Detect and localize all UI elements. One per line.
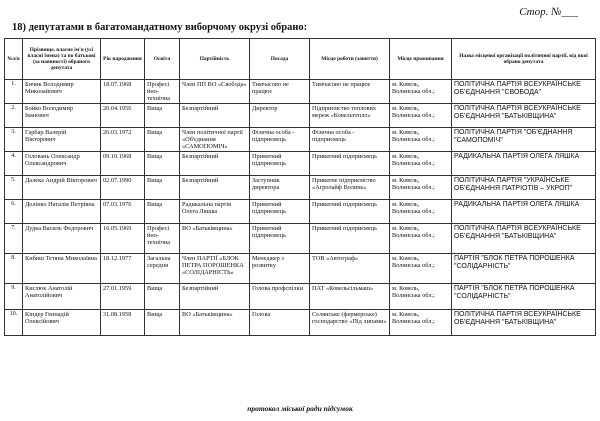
education-cell: Вища — [145, 176, 180, 200]
education-cell: Вища — [145, 152, 180, 176]
col-header-birth-year: Рік народження — [101, 39, 145, 80]
residence-cell: м. Ковель, Волинська обл.; — [390, 104, 452, 128]
education-cell: Вища — [145, 200, 180, 224]
birth-date-cell: 02.07.1990 — [101, 176, 145, 200]
residence-cell: м. Ковель, Волинська обл.; — [390, 176, 452, 200]
birth-date-cell: 26.03.1972 — [101, 128, 145, 152]
deputy-name-cell: Гарбар Валерій Вікторович — [23, 128, 101, 152]
party-organization-cell: ПОЛІТИЧНА ПАРТІЯ "УКРАЇНСЬКЕ ОБ'ЄДНАННЯ ПАТРІОТІВ – УКРОП" — [452, 176, 596, 200]
party-membership-cell: ВО «Батьківщина» — [180, 310, 250, 336]
party-membership-cell: Безпартійний — [180, 152, 250, 176]
row-number-cell: 8. — [5, 254, 23, 284]
residence-cell: м. Ковель, Волинська обл.; — [390, 224, 452, 254]
footer-note: протокол міської ради підсумок — [247, 404, 353, 413]
birth-date-cell: 09.10.1968 — [101, 152, 145, 176]
birth-date-cell: 20.04.1956 — [101, 104, 145, 128]
position-cell: Заступник директора — [250, 176, 310, 200]
residence-cell: м. Ковель, Волинська обл.; — [390, 310, 452, 336]
deputy-name-cell: Кислюк Анатолій Анатолійович — [23, 284, 101, 310]
residence-cell: м. Ковель, Волинська обл.; — [390, 152, 452, 176]
row-number-cell: 7. — [5, 224, 23, 254]
section-title: 18) депутатами в багатомандатному виборчому окрузі обрано: — [12, 22, 308, 33]
table-row — [5, 284, 596, 310]
party-membership-cell: Радикальна партія Олега Ляшка — [180, 200, 250, 224]
party-organization-cell: ПОЛІТИЧНА ПАРТІЯ ВСЕУКРАЇНСЬКЕ ОБ'ЄДНАННЯ "БАТЬКІВЩИНА" — [452, 310, 596, 336]
party-organization-cell: ПАРТІЯ "БЛОК ПЕТРА ПОРОШЕНКА "СОЛІДАРНІСТЬ" — [452, 284, 596, 310]
party-organization-cell: ПОЛІТИЧНА ПАРТІЯ "ОБ'ЄДНАННЯ "САМОПОМІЧ" — [452, 128, 596, 152]
workplace-cell: Підприємство теплових мереж «Ковельтепло» — [310, 104, 390, 128]
row-number-cell: 2. — [5, 104, 23, 128]
row-number-cell: 6. — [5, 200, 23, 224]
birth-date-cell: 27.01.1959 — [101, 284, 145, 310]
table-row — [5, 224, 596, 254]
party-membership-cell: Безпартійний — [180, 104, 250, 128]
position-cell: Приватний підприємець — [250, 200, 310, 224]
education-cell: Загальна середня — [145, 254, 180, 284]
residence-cell: м. Ковель, Волинська обл.; — [390, 254, 452, 284]
deputy-name-cell: Долінко Наталія Петрівна — [23, 200, 101, 224]
row-number-cell: 1. — [5, 80, 23, 104]
workplace-cell: Приватне підприємство «Агролайф Волинь» — [310, 176, 390, 200]
party-membership-cell: Безпартійний — [180, 284, 250, 310]
table-row — [5, 80, 596, 104]
deputy-name-cell: Кибиш Тетяна Миколаївна — [23, 254, 101, 284]
col-header-residence: Місце проживання — [390, 39, 452, 80]
party-membership-cell: Безпартійний — [180, 176, 250, 200]
workplace-cell: ТОВ «Автограф» — [310, 254, 390, 284]
workplace-cell: Приватний підприємець — [310, 200, 390, 224]
position-cell: Тимчасово не працює — [250, 80, 310, 104]
education-cell: Професі йно-технічна — [145, 224, 180, 254]
birth-date-cell: 31.08.1958 — [101, 310, 145, 336]
party-membership-cell: Член ПП ВО «Свобода» — [180, 80, 250, 104]
deputy-name-cell: Дудка Василь Федорович — [23, 224, 101, 254]
birth-date-cell: 07.03.1976 — [101, 200, 145, 224]
education-cell: Професі йно-технічна — [145, 80, 180, 104]
workplace-cell: Приватний підприємець — [310, 152, 390, 176]
position-cell: Голова профспілки — [250, 284, 310, 310]
party-membership-cell: Член ПАРТІЇ «БЛОК ПЕТРА ПОРОШЕНКА «СОЛІДАРНІСТЬ» — [180, 254, 250, 284]
col-header-workplace: Місце роботи (заняття) — [310, 39, 390, 80]
table-row — [5, 254, 596, 284]
table-header-row — [5, 39, 596, 80]
deputy-name-cell: Кіндер Геннадій Олексійович — [23, 310, 101, 336]
education-cell: Вища — [145, 104, 180, 128]
col-header-education: Освіта — [145, 39, 180, 80]
table-row — [5, 176, 596, 200]
education-cell: Вища — [145, 128, 180, 152]
row-number-cell: 10. — [5, 310, 23, 336]
party-organization-cell: ПОЛІТИЧНА ПАРТІЯ ВСЕУКРАЇНСЬКЕ ОБ'ЄДНАННЯ "СВОБОДА" — [452, 80, 596, 104]
page-number-label: Стор. №___ — [519, 6, 578, 18]
residence-cell: м. Ковель, Волинська обл.; — [390, 80, 452, 104]
workplace-cell: Фізична особа - підприємець — [310, 128, 390, 152]
row-number-cell: 5. — [5, 176, 23, 200]
workplace-cell: ПАТ «Ковельсільмаш» — [310, 284, 390, 310]
deputy-name-cell: Бойко Володимир Іванович — [23, 104, 101, 128]
col-header-position: Посада — [250, 39, 310, 80]
table-row — [5, 200, 596, 224]
position-cell: Директор — [250, 104, 310, 128]
workplace-cell: Селянське (фермерське) господарство «Під липами» — [310, 310, 390, 336]
row-number-cell: 4. — [5, 152, 23, 176]
position-cell: Голова — [250, 310, 310, 336]
table-row — [5, 310, 596, 336]
col-header-name: Прізвище, власне ім'я (усі власні імена) та по батькові (за наявності) обраного депутата — [23, 39, 101, 80]
deputy-name-cell: Головань Олександр Олександрович — [23, 152, 101, 176]
birth-date-cell: 16.05.1969 — [101, 224, 145, 254]
position-cell: Менеджер з розвитку — [250, 254, 310, 284]
party-membership-cell: Член політичної партії «Об'єднання «САМОПОМІЧ» — [180, 128, 250, 152]
row-number-cell: 3. — [5, 128, 23, 152]
party-organization-cell: ПОЛІТИЧНА ПАРТІЯ ВСЕУКРАЇНСЬКЕ ОБ'ЄДНАННЯ "БАТЬКІВЩИНА" — [452, 104, 596, 128]
party-membership-cell: ВО «Батьківщина» — [180, 224, 250, 254]
position-cell: Приватний підприємець — [250, 224, 310, 254]
party-organization-cell: ПОЛІТИЧНА ПАРТІЯ ВСЕУКРАЇНСЬКЕ ОБ'ЄДНАННЯ "БАТЬКІВЩИНА" — [452, 224, 596, 254]
residence-cell: м. Ковель, Волинська обл.; — [390, 284, 452, 310]
education-cell: Вища — [145, 310, 180, 336]
residence-cell: м. Ковель, Волинська обл.; — [390, 200, 452, 224]
table-row — [5, 128, 596, 152]
col-header-party-org: Назва місцевої організації політичної партії, від якої обрано депутата — [452, 39, 596, 80]
position-cell: Фізична особа - підприємець — [250, 128, 310, 152]
party-organization-cell: ПАРТІЯ "БЛОК ПЕТРА ПОРОШЕНКА "СОЛІДАРНІСТЬ" — [452, 254, 596, 284]
col-header-party: Партійність — [180, 39, 250, 80]
workplace-cell: Приватний підприємець — [310, 224, 390, 254]
deputies-table — [4, 38, 596, 336]
workplace-cell: Тимчасово не працює — [310, 80, 390, 104]
residence-cell: м. Ковель, Волинська обл.; — [390, 128, 452, 152]
birth-date-cell: 18.07.1968 — [101, 80, 145, 104]
table-row — [5, 104, 596, 128]
position-cell: Приватний підприємець — [250, 152, 310, 176]
row-number-cell: 9. — [5, 284, 23, 310]
deputy-name-cell: Бичик Володимир Миколайович — [23, 80, 101, 104]
party-organization-cell: РАДИКАЛЬНА ПАРТІЯ ОЛЕГА ЛЯШКА — [452, 152, 596, 176]
education-cell: Вища — [145, 284, 180, 310]
col-header-number: №з/п — [5, 39, 23, 80]
birth-date-cell: 18.12.1977 — [101, 254, 145, 284]
deputy-name-cell: Далека Андрій Вікторович — [23, 176, 101, 200]
table-row — [5, 152, 596, 176]
party-organization-cell: РАДИКАЛЬНА ПАРТІЯ ОЛЕГА ЛЯШКА — [452, 200, 596, 224]
